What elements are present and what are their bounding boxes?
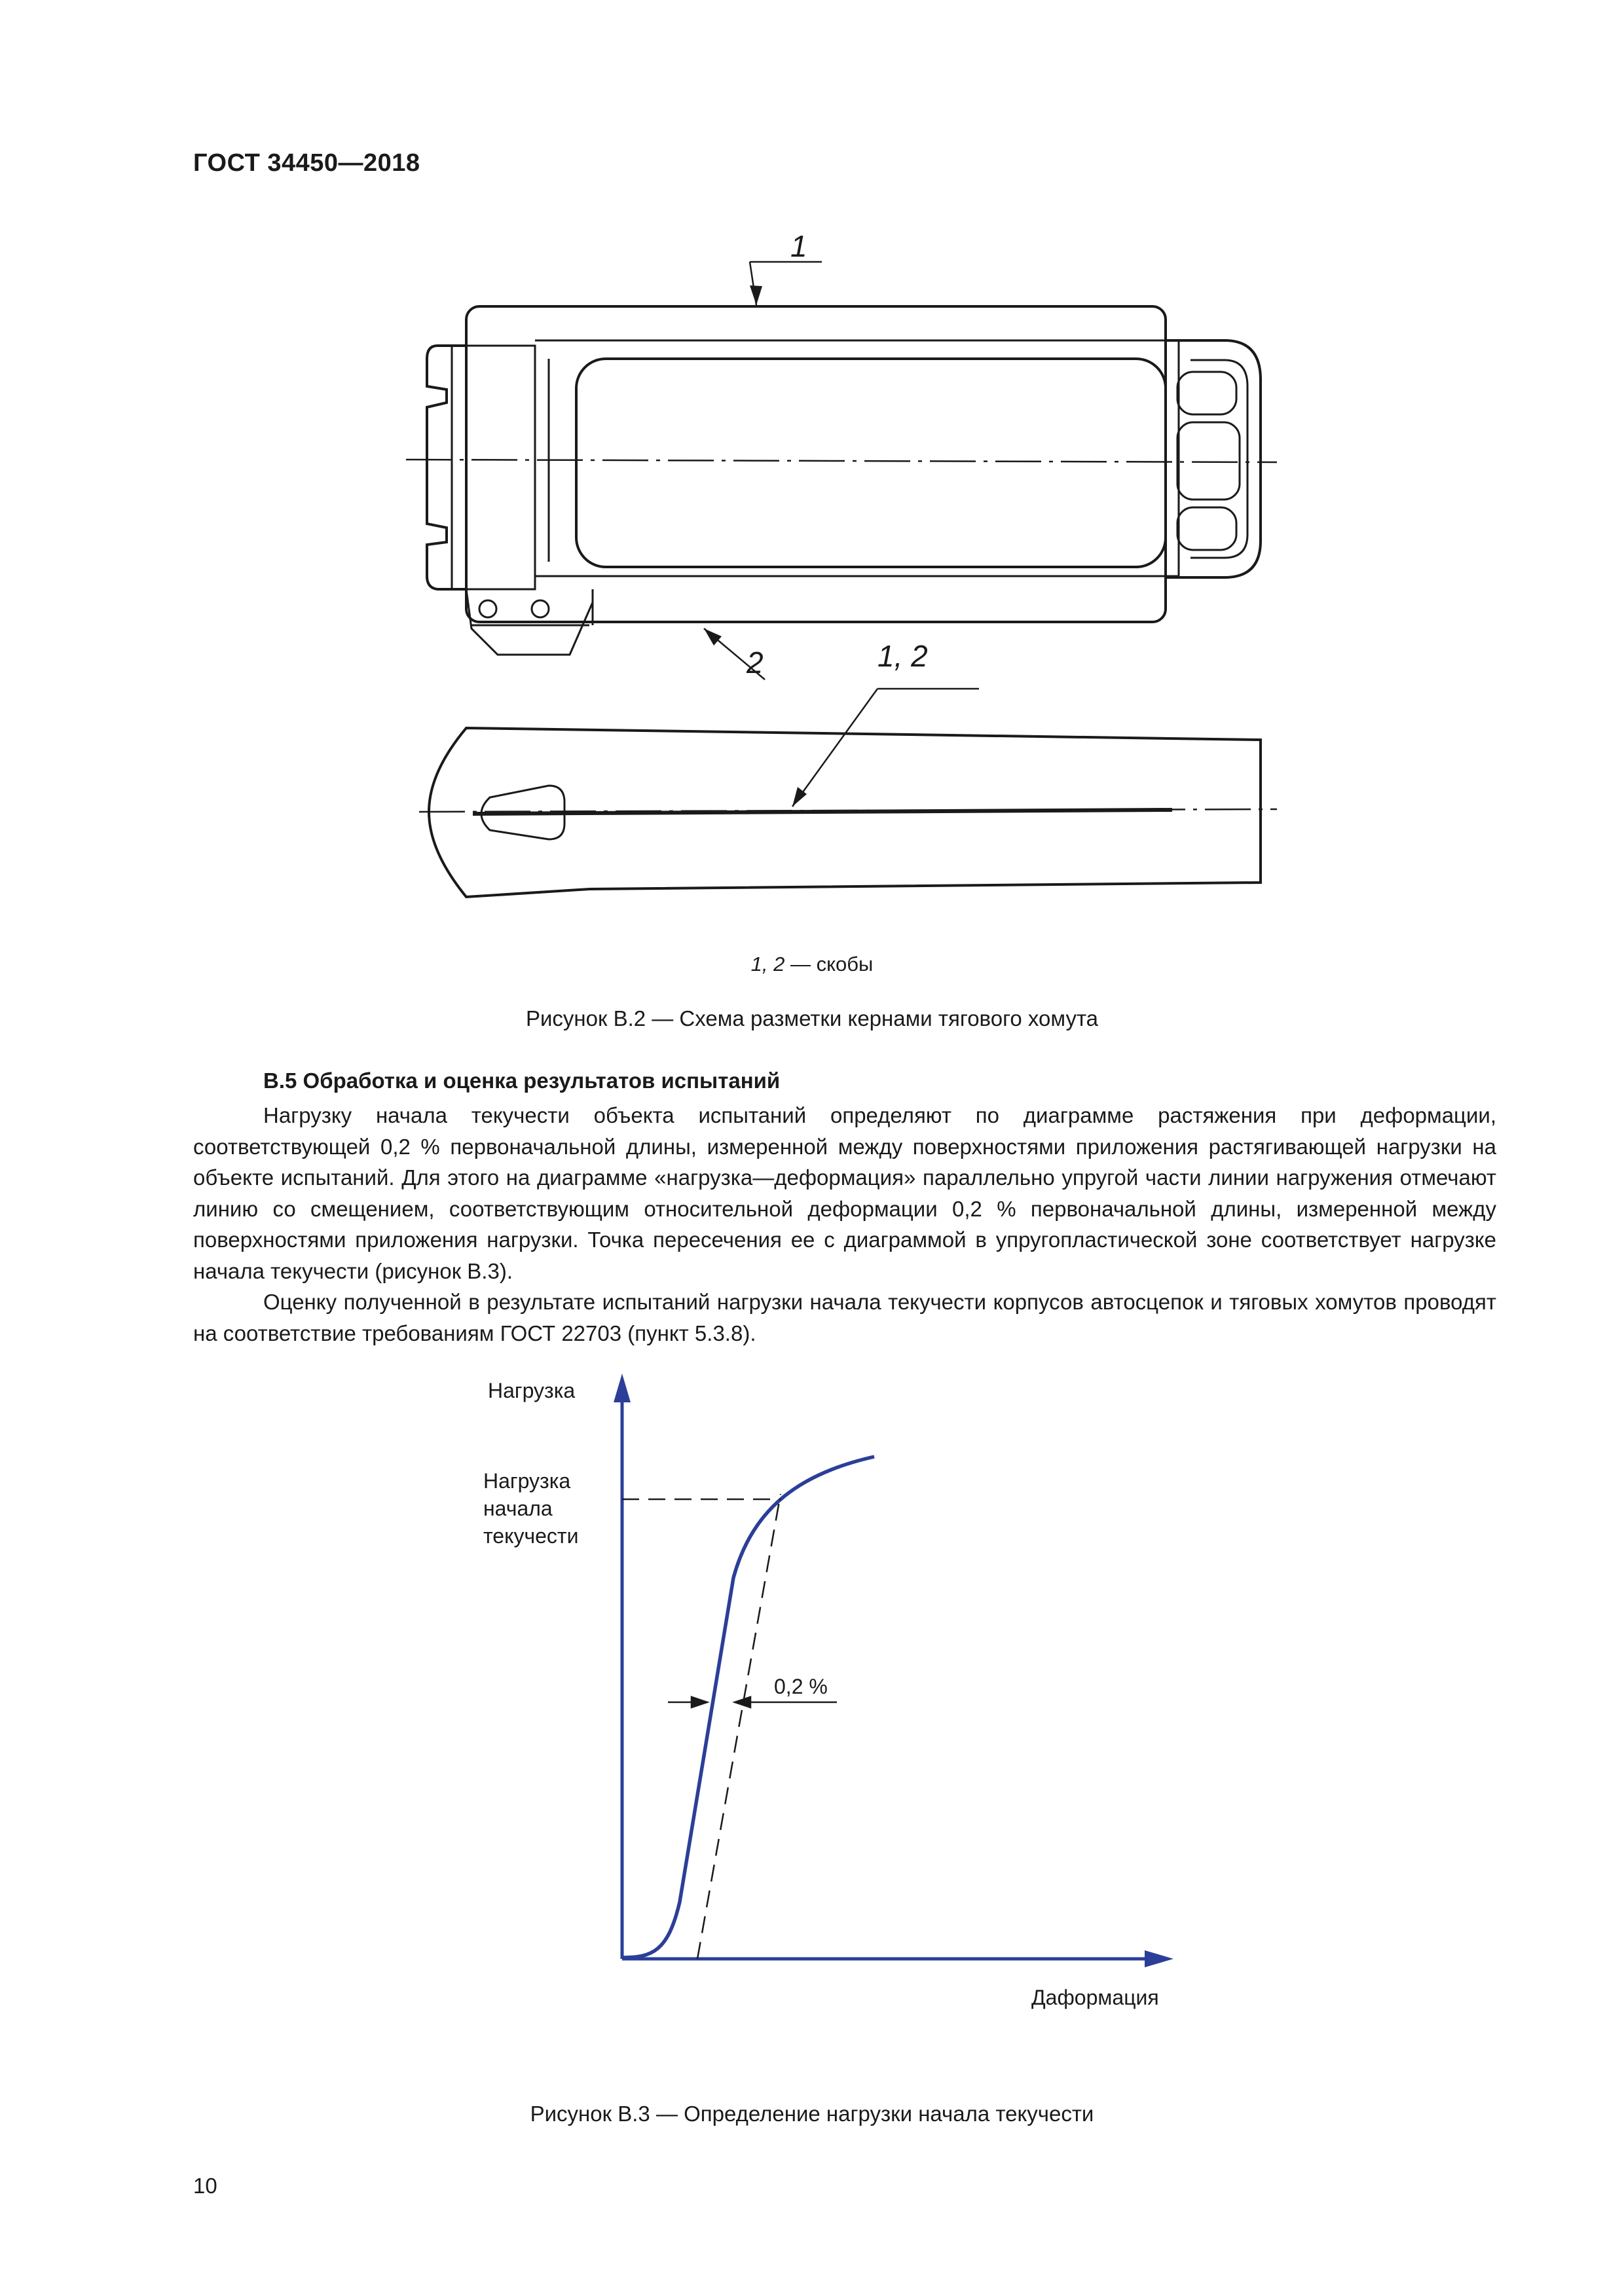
yield-label-line-3: текучести bbox=[483, 1524, 579, 1548]
document-header: ГОСТ 34450—2018 bbox=[193, 149, 420, 177]
offset-label: 0,2 % bbox=[774, 1675, 828, 1698]
chart-axes bbox=[614, 1374, 1173, 1967]
x-axis-label: Даформация bbox=[1031, 1986, 1159, 2009]
callout-1: 1 bbox=[790, 229, 807, 263]
paragraph-2: Оценку полученной в результате испытаний нагрузки начала текучести корпусов автосцепок и тяговых хомутов проводят на соответствие требованиям ГОСТ 22703 (пункт 5.3.8). bbox=[193, 1290, 1496, 1345]
section-title: В.5 Обработка и оценка результатов испытаний bbox=[263, 1068, 781, 1093]
figure-b3-diagram bbox=[0, 1349, 1624, 2088]
yield-label-line-2: начала bbox=[483, 1497, 553, 1520]
page-number: 10 bbox=[193, 2174, 217, 2198]
figure-b2-drawing bbox=[0, 0, 1624, 949]
figure-b2-legend: 1, 2 — скобы bbox=[750, 953, 874, 975]
callout-2: 2 bbox=[747, 646, 764, 680]
y-axis-label: Нагрузка bbox=[488, 1379, 576, 1402]
paragraph-1: Нагрузку начала текучести объекта испытаний определяют по диаграмме растяжения при деформации, соответствующей 0,2 % первоначальной длины, измеренной между поверхностями приложения растягивающей нагрузки на объекте испытаний. Для этого на диаграмме «нагрузка—деформация» параллельно упругой части линии нагружения отмечают линию со смещением, соответствующим относительной деформации 0,2 % первоначальной длины, измеренной между поверхностями приложения нагрузки. Точка пересечения ее с диаграммой в упругопластической зоне соответствует нагрузке начала текучести (рисунок В.3). bbox=[193, 1103, 1496, 1283]
figure-b2-caption: Рисунок В.2 — Схема разметки кернами тягового хомута bbox=[525, 1006, 1099, 1030]
callout-1-2: 1, 2 bbox=[877, 639, 928, 673]
offset-dimension bbox=[668, 1697, 837, 1707]
yield-label-line-1: Нагрузка bbox=[483, 1469, 571, 1493]
figure-b3-caption: Рисунок В.3 — Определение нагрузки начала текучести bbox=[530, 2102, 1094, 2126]
